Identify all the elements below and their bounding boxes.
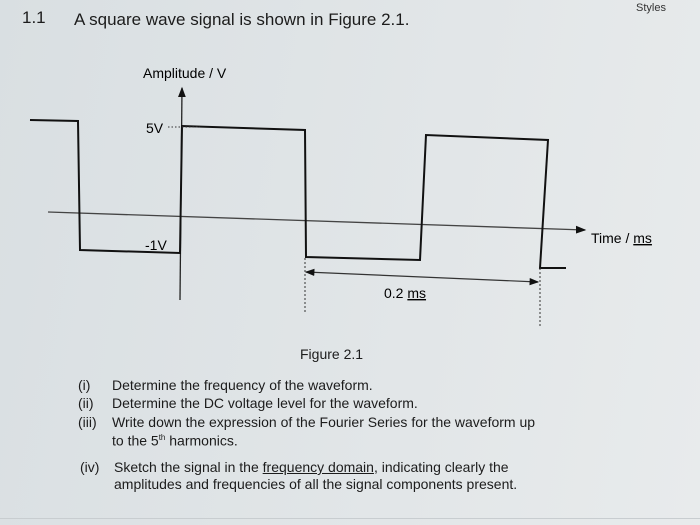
styles-label: Styles bbox=[636, 2, 666, 14]
period-dimension-arrow bbox=[306, 272, 538, 282]
item-text-line2: amplitudes and frequencies of all the signal components present. bbox=[114, 476, 518, 492]
item-number: (ii) bbox=[78, 395, 94, 411]
high-level-label: 5V bbox=[146, 120, 164, 136]
question-title: A square wave signal is shown in Figure 2.1. bbox=[74, 10, 410, 29]
item-text-line2: to the 5th harmonics. bbox=[112, 432, 238, 449]
item-text: Write down the expression of the Fourier Series for the waveform up bbox=[112, 414, 536, 430]
y-axis-label: Amplitude / V bbox=[143, 65, 227, 81]
item-text: Sketch the signal in the frequency domain, indicating clearly the bbox=[114, 459, 509, 475]
frequency-domain-underlined: frequency domain bbox=[262, 459, 374, 475]
item-text: Determine the frequency of the waveform. bbox=[112, 377, 373, 393]
item-number: (i) bbox=[78, 377, 91, 393]
square-wave bbox=[30, 120, 566, 268]
item-text: Determine the DC voltage level for the waveform. bbox=[112, 395, 418, 411]
x-axis-label: Time / ms bbox=[591, 230, 652, 246]
period-label: 0.2 ms bbox=[384, 285, 427, 301]
item-number: (iv) bbox=[80, 459, 100, 475]
question-number: 1.1 bbox=[22, 8, 46, 27]
time-axis bbox=[48, 212, 585, 230]
page-edge-divider bbox=[0, 518, 700, 519]
low-level-label: -1V bbox=[145, 237, 167, 253]
item-number: (iii) bbox=[78, 414, 97, 430]
figure-caption: Figure 2.1 bbox=[300, 346, 364, 362]
